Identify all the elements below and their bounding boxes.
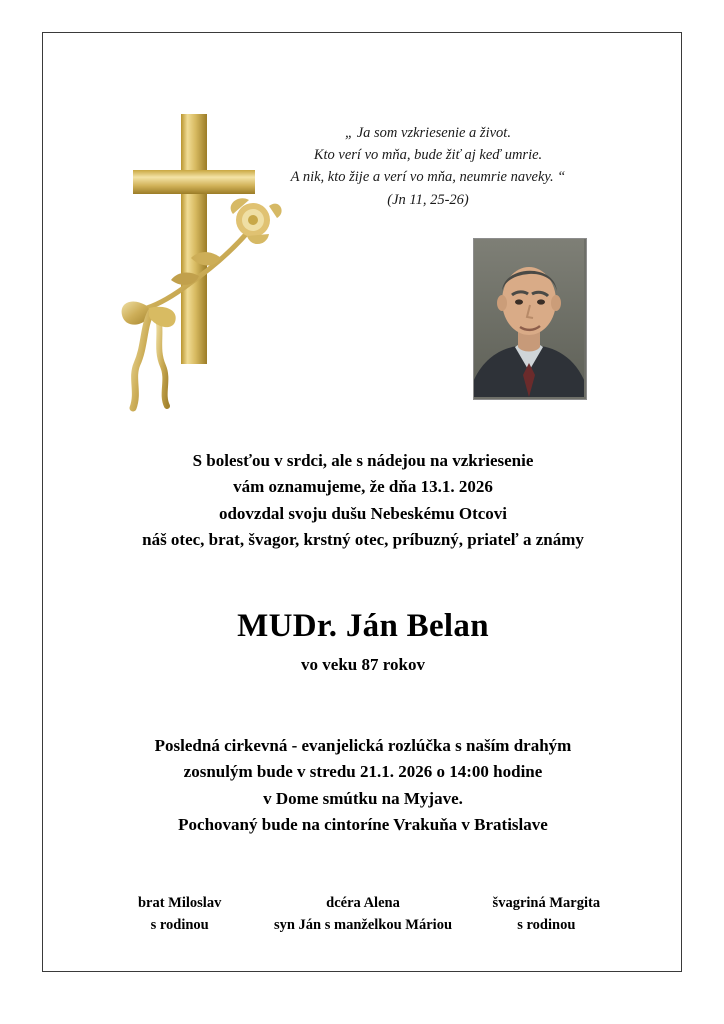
announcement-line-2: vám oznamujeme, že dňa 13.1. 2026	[233, 477, 493, 497]
details-line-3: v Dome smútku na Myjave.	[263, 788, 463, 808]
mourner-center-line-1: dcéra Alena	[326, 895, 400, 911]
announcement-text	[73, 448, 653, 553]
deceased-name-block	[73, 608, 653, 675]
mourner-left-line-2: s rodinou	[150, 916, 209, 933]
mourner-right-line-2: s rodinou	[517, 916, 576, 933]
details-line-4: Pochovaný bude na cintoríne Vrakuňa v Bratislave	[178, 815, 548, 835]
scripture-line-2: Kto verí vo mňa, bude žiť aj keď umrie.	[313, 146, 543, 163]
mourners-list	[88, 893, 638, 937]
scripture-quote	[273, 123, 583, 212]
portrait-image	[474, 239, 584, 397]
details-line-2: zosnulým bude v stredu 21.1. 2026 o 14:00 hodine	[183, 762, 543, 782]
deceased-name: MUDr. Ján Belan	[237, 608, 489, 644]
mourner-center-line-2: syn Ján s manželkou Máriou	[273, 916, 453, 933]
card-frame	[42, 32, 682, 972]
deceased-age: vo veku 87 rokov	[301, 655, 425, 674]
mourner-group-right	[455, 893, 638, 937]
mourner-left-line-1: brat Miloslav	[137, 895, 222, 911]
scripture-reference: (Jn 11, 25-26)	[387, 192, 469, 209]
mourner-group-left	[88, 893, 271, 937]
details-line-1: Posledná cirkevná - evanjelická rozlúčka s naším drahým	[154, 736, 572, 755]
scripture-line-1: „ Ja som vzkriesenie a život.	[345, 125, 511, 141]
mourner-right-line-1: švagriná Margita	[492, 895, 601, 911]
mourner-group-center	[271, 893, 454, 937]
announcement-line-4: náš otec, brat, švagor, krstný otec, príbuzný, priateľ a známy	[142, 530, 584, 550]
announcement-line-1: S bolesťou v srdci, ale s nádejou na vzkriesenie	[192, 451, 534, 470]
header-area	[43, 33, 681, 423]
announcement-line-3: odovzdal svoju dušu Nebeskému Otcovi	[218, 503, 508, 523]
portrait-photo	[473, 238, 587, 400]
scripture-line-3: A nik, kto žije a verí vo mňa, neumrie naveky. “	[290, 168, 566, 185]
funeral-details	[73, 733, 653, 838]
